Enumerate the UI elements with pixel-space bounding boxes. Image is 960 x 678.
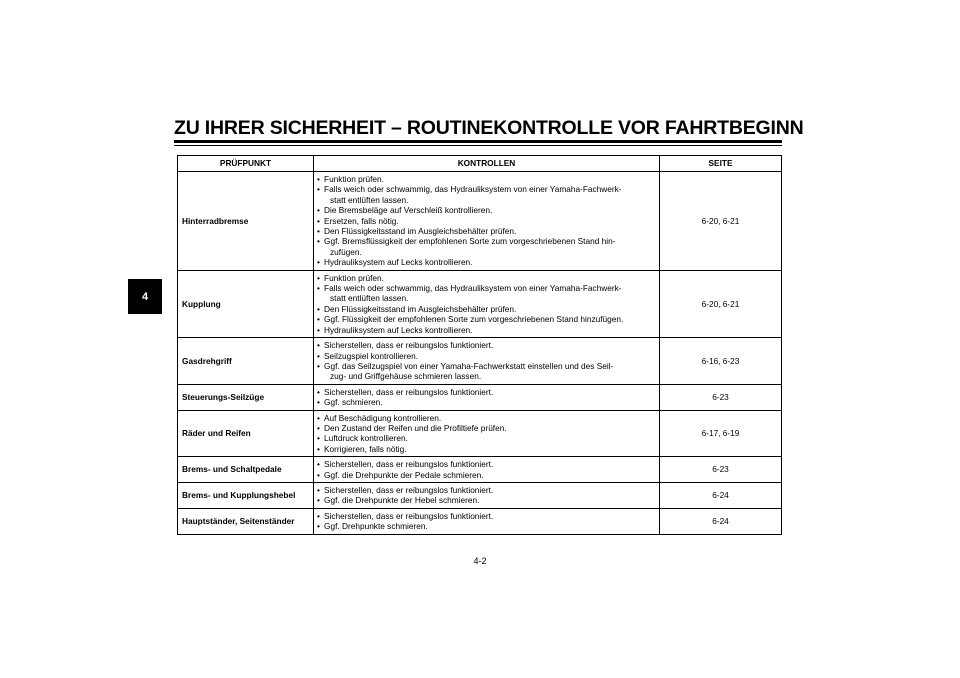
check-item-name: Hinterradbremse: [178, 172, 314, 271]
check-list-item: [317, 226, 657, 236]
check-item-name: Steuerungs-Seilzüge: [178, 384, 314, 410]
table-row: [178, 457, 782, 483]
check-text: Ersetzen, falls nötig.: [324, 215, 399, 226]
table-row: [178, 172, 782, 271]
check-item-name: Brems- und Schaltpedale: [178, 457, 314, 483]
check-list-item: [317, 314, 657, 324]
check-text: Ggf. Flüssigkeit der empfohlenen Sorte zum vorgeschriebenen Stand hinzufügen.: [324, 314, 624, 325]
check-list: [317, 459, 657, 480]
check-list-item: [317, 413, 657, 423]
table-row: [178, 270, 782, 337]
check-list-item: [317, 351, 657, 361]
check-text: Ggf. das Seilzugspiel von einer Yamaha-Fachwerkstatt einstellen und des Seil-: [324, 360, 614, 371]
check-list-item: [317, 340, 657, 350]
check-list: [317, 340, 657, 382]
title-rule: [174, 140, 782, 143]
check-list-item: [317, 257, 657, 267]
column-header-pruefpunkt: PRÜFPUNKT: [178, 156, 314, 172]
table-row: [178, 410, 782, 457]
column-header-seite: SEITE: [660, 156, 782, 172]
check-list: [317, 511, 657, 532]
check-text-continuation: statt entlüften lassen.: [330, 293, 409, 304]
check-list: [317, 273, 657, 335]
title-rule-thin: [174, 145, 782, 146]
check-text: Den Flüssigkeitsstand im Ausgleichsbehälter prüfen.: [324, 303, 517, 314]
check-item-name: Kupplung: [178, 270, 314, 337]
page-reference: 6-24: [660, 508, 782, 534]
check-text: Korrigieren, falls nötig.: [324, 443, 407, 454]
check-text: Ggf. Drehpunkte schmieren.: [324, 521, 428, 532]
check-list-item: [317, 216, 657, 226]
check-text: Ggf. Bremsflüssigkeit der empfohlenen Sorte zum vorgeschriebenen Stand hin-: [324, 236, 616, 247]
check-text: Den Flüssigkeitsstand im Ausgleichsbehälter prüfen.: [324, 226, 517, 237]
check-list-item: [317, 325, 657, 335]
check-list: [317, 413, 657, 455]
check-text: Auf Beschädigung kontrollieren.: [324, 412, 442, 423]
check-text: Ggf. die Drehpunkte der Pedale schmieren.: [324, 469, 484, 480]
check-text: Falls weich oder schwammig, das Hydrauliksystem von einer Yamaha-Fachwerk-: [324, 283, 622, 294]
check-list-item: [317, 511, 657, 521]
check-list-item: [317, 485, 657, 495]
table-row: [178, 384, 782, 410]
check-text: Funktion prüfen.: [324, 174, 384, 184]
check-instructions: [314, 270, 660, 337]
check-list-item: [317, 387, 657, 397]
check-instructions: [314, 457, 660, 483]
table-row: [178, 508, 782, 534]
check-list: [317, 387, 657, 408]
check-list-item: [317, 459, 657, 469]
check-text: Sicherstellen, dass er reibungslos funktioniert.: [324, 484, 494, 495]
check-instructions: [314, 384, 660, 410]
check-item-name: Hauptständer, Seitenständer: [178, 508, 314, 534]
check-list-item: [317, 184, 657, 205]
check-list-item: [317, 444, 657, 454]
page-reference: 6-24: [660, 482, 782, 508]
check-text-continuation: zug- und Griffgehäuse schmieren lassen.: [330, 371, 482, 382]
check-list-item: [317, 433, 657, 443]
check-list-item: [317, 236, 657, 257]
check-instructions: [314, 508, 660, 534]
table-header-row: [178, 156, 782, 172]
checklist-table: [177, 155, 782, 535]
check-list-item: [317, 521, 657, 531]
page-title: ZU IHRER SICHERHEIT – ROUTINEKONTROLLE VOR FAHRTBEGINN: [174, 117, 804, 139]
check-list: [317, 174, 657, 268]
check-item-name: Räder und Reifen: [178, 410, 314, 457]
check-list-item: [317, 283, 657, 304]
page-reference: 6-20, 6-21: [660, 172, 782, 271]
check-list: [317, 485, 657, 506]
check-text: Seilzugspiel kontrollieren.: [324, 350, 419, 361]
check-text: Die Bremsbeläge auf Verschleiß kontrollieren.: [324, 205, 493, 216]
check-list-item: [317, 397, 657, 407]
page-reference: 6-23: [660, 384, 782, 410]
check-text: Hydrauliksystem auf Lecks kontrollieren.: [324, 324, 473, 335]
check-text: Ggf. die Drehpunkte der Hebel schmieren.: [324, 495, 480, 506]
check-list-item: [317, 174, 657, 184]
check-text: Sicherstellen, dass er reibungslos funktioniert.: [324, 386, 494, 397]
check-text: Den Zustand der Reifen und die Profiltiefe prüfen.: [324, 422, 507, 433]
page-reference: 6-16, 6-23: [660, 338, 782, 385]
check-item-name: Brems- und Kupplungshebel: [178, 482, 314, 508]
check-list-item: [317, 361, 657, 382]
check-text: Sicherstellen, dass er reibungslos funktioniert.: [324, 510, 494, 521]
check-list-item: [317, 423, 657, 433]
check-text: Sicherstellen, dass er reibungslos funktioniert.: [324, 340, 494, 351]
page-reference: 6-23: [660, 457, 782, 483]
check-instructions: [314, 410, 660, 457]
check-text: Sicherstellen, dass er reibungslos funktioniert.: [324, 459, 494, 470]
chapter-tab: 4: [128, 279, 162, 314]
check-item-name: Gasdrehgriff: [178, 338, 314, 385]
check-instructions: [314, 172, 660, 271]
page-reference: 6-20, 6-21: [660, 270, 782, 337]
check-text: Funktion prüfen.: [324, 272, 384, 283]
check-list-item: [317, 304, 657, 314]
table-row: [178, 338, 782, 385]
check-text: Ggf. schmieren.: [324, 397, 383, 408]
page-number: 4-2: [473, 556, 487, 566]
check-text: Hydrauliksystem auf Lecks kontrollieren.: [324, 257, 473, 268]
check-text: Falls weich oder schwammig, das Hydrauliksystem von einer Yamaha-Fachwerk-: [324, 184, 622, 195]
check-text: Luftdruck kontrollieren.: [324, 433, 408, 444]
check-list-item: [317, 495, 657, 505]
check-text-continuation: zufügen.: [330, 246, 362, 257]
table-row: [178, 482, 782, 508]
column-header-kontrollen: KONTROLLEN: [314, 156, 660, 172]
check-instructions: [314, 338, 660, 385]
check-list-item: [317, 273, 657, 283]
table-body: [178, 172, 782, 535]
check-text-continuation: statt entlüften lassen.: [330, 194, 409, 205]
check-instructions: [314, 482, 660, 508]
check-list-item: [317, 205, 657, 215]
check-list-item: [317, 470, 657, 480]
page-reference: 6-17, 6-19: [660, 410, 782, 457]
